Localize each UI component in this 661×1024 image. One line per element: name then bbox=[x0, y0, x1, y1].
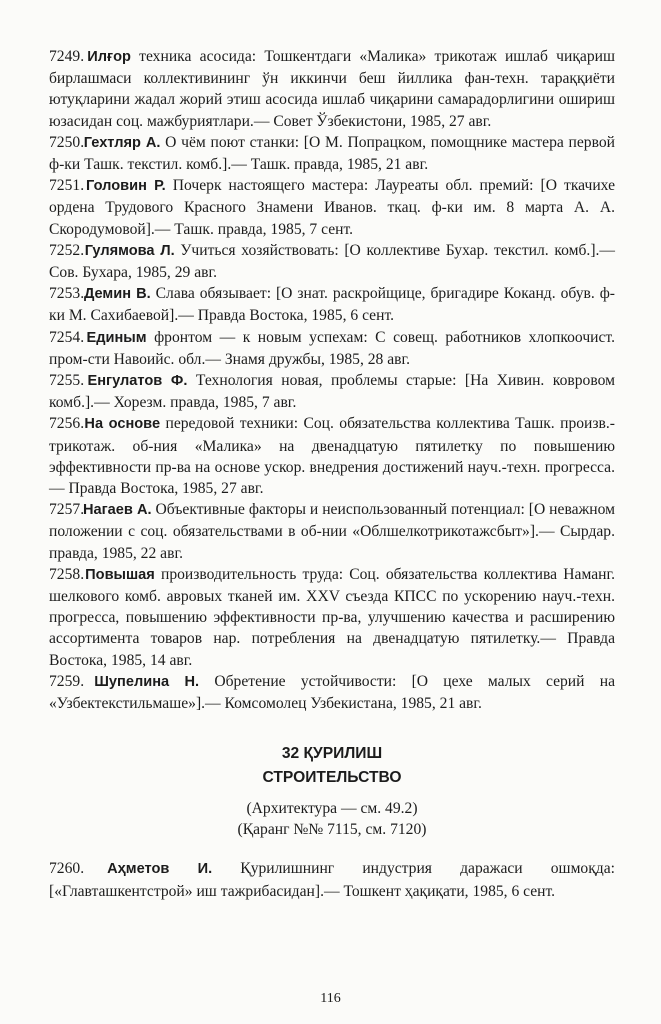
entries-bottom bbox=[49, 858, 615, 901]
bibliography-entry bbox=[49, 671, 615, 714]
entry-lead: Гехтляр А. bbox=[83, 134, 161, 151]
bibliography-entry bbox=[49, 240, 615, 283]
entry-text: О чём поют станки: [О М. Попрацком, помощнике мастера первой ф-ки Ташк. текстил. комб.].— Ташк. правда, 1985, 21 авг. bbox=[49, 133, 615, 174]
entry-lead: Шупелина Н. bbox=[94, 673, 200, 690]
section-title-russian: СТРОИТЕЛЬСТВО bbox=[262, 769, 402, 787]
bibliography-entry bbox=[49, 858, 615, 901]
bibliography-entry bbox=[49, 283, 615, 326]
entry-text: Почерк настоящего мастера: Лауреаты обл. премий: [О ткачихе ордена Трудового Красного Знамени Иванов. ткац. ф-ки им. 8 марта А. А. Скородумовой].— Ташк. правда, 1985, 7 сент. bbox=[49, 177, 615, 238]
bibliography-entry bbox=[49, 175, 615, 240]
entry-number: 7253. bbox=[49, 285, 85, 303]
entry-text: Қурилишнинг индустрия даражаси ошмоқда: [«Главташкентстрой» иш тажрибасидан].— Тошкент ҳақиқати, 1985, 6 сент. bbox=[49, 860, 615, 900]
entry-number: 7251. bbox=[49, 177, 85, 195]
page-number: 116 bbox=[320, 991, 341, 1006]
entry-number: 7255. bbox=[49, 372, 85, 390]
cross-reference-note: (Қаранг №№ 7115, см. 7120) bbox=[237, 821, 427, 839]
cross-reference-note: (Архитектура — см. 49.2) bbox=[246, 800, 418, 818]
entry-number: 7260. bbox=[49, 860, 85, 878]
entry-number: 7249. bbox=[49, 48, 85, 65]
section-header bbox=[49, 742, 615, 840]
entry-number: 7254. bbox=[49, 328, 85, 346]
bibliography-entry bbox=[49, 46, 615, 132]
bibliography-entry bbox=[49, 499, 615, 564]
entry-lead: На основе bbox=[84, 416, 161, 433]
entry-text: Технология новая, проблемы старые: [На Хивин. ковровом комб.].— Хорезм. правда, 1985, 7 авг. bbox=[49, 372, 615, 412]
entry-lead: Демин В. bbox=[83, 286, 151, 303]
entry-text: техника асосида: Тошкентдаги «Малика» трикотаж ишлаб чиқариш бирлашмаси коллективининг ўн иккинчи беш йиллика фан-техн. тараққиёти ютуқларини жадал жорий этиш асосида ишлаб чиқарини самарадорлигини ошириш юзасидан соц. мажбуриятлари.— Совет Ўзбекистони, 1985, 27 авг. bbox=[49, 48, 616, 130]
bibliography-entry bbox=[49, 132, 615, 175]
entry-lead: Повышая bbox=[85, 566, 155, 583]
entry-text: фронтом — к новым успехам: С совещ. работников хлопкоочист. пром-сти Навоийс. обл.— Знамя дружбы, 1985, 28 авг. bbox=[49, 328, 615, 368]
bibliography-entry bbox=[49, 327, 615, 370]
bibliography-entry bbox=[49, 564, 615, 671]
entry-text: передовой техники: Соц. обязательства коллектива Ташк. произв.-трикотаж. об-ния «Малика» на двенадцатую пятилетку по повышению эффективности пр-ва на основе ускор. внедрения достижений науч.-техн. прогресса.— Правда Востока, 1985, 27 авг. bbox=[49, 415, 615, 498]
section-title-uzbek: 32 ҚУРИЛИШ bbox=[281, 745, 383, 763]
bibliography-entry bbox=[49, 370, 615, 413]
text-column bbox=[49, 46, 615, 902]
entry-lead: Аҳметов И. bbox=[107, 861, 213, 878]
entry-lead: Гулямова Л. bbox=[84, 242, 175, 259]
bibliography-entry bbox=[49, 413, 615, 499]
entry-number: 7256. bbox=[49, 415, 85, 433]
entry-text: Объективные факторы и неиспользованный потенциал: [О неважном положении с соц. обязательствами в об-нии «Облшелкотрикотажсбыт»].— Сырдар. правда, 1985, 22 авг. bbox=[49, 501, 616, 562]
entry-number: 7252. bbox=[49, 241, 85, 259]
entry-text: производительность труда: Соц. обязательства коллектива Наманг. шелкового комб. авровых тканей им. XXV съезда КПСС по ускорению науч.-техн. прогресса, повышению эффективности пр-ва, улучшению качества и расширению ассортимента товаров нар. потребления на двенадцатую пятилетку.— Правда Востока, 1985, 14 авг. bbox=[49, 565, 616, 669]
entry-number: 7250. bbox=[49, 133, 85, 151]
entry-lead: Енгулатов Ф. bbox=[87, 373, 188, 390]
entries-top bbox=[49, 46, 615, 714]
entry-lead: Илғор bbox=[87, 49, 131, 65]
entry-lead: Головин Р. bbox=[86, 178, 166, 195]
entry-number: 7259. bbox=[49, 672, 85, 690]
entry-lead: Единым bbox=[86, 329, 147, 346]
entry-text: Учиться хозяйствовать: [О коллективе Бухар. текстил. комб.].— Сов. Бухара, 1985, 29 авг. bbox=[49, 241, 615, 282]
entry-text: Слава обязывает: [О знат. раскройщице, бригадире Коканд. обув. ф-ки М. Сахибаевой].— Правда Востока, 1985, 6 сент. bbox=[49, 285, 615, 325]
entry-number: 7257. bbox=[49, 501, 85, 519]
entry-number: 7258. bbox=[49, 565, 85, 583]
entry-text: Обретение устойчивости: [О цехе малых серий на «Узбектекстильмаше»].— Комсомолец Узбекистана, 1985, 21 авг. bbox=[49, 672, 615, 713]
entry-lead: Нагаев А. bbox=[82, 502, 152, 519]
